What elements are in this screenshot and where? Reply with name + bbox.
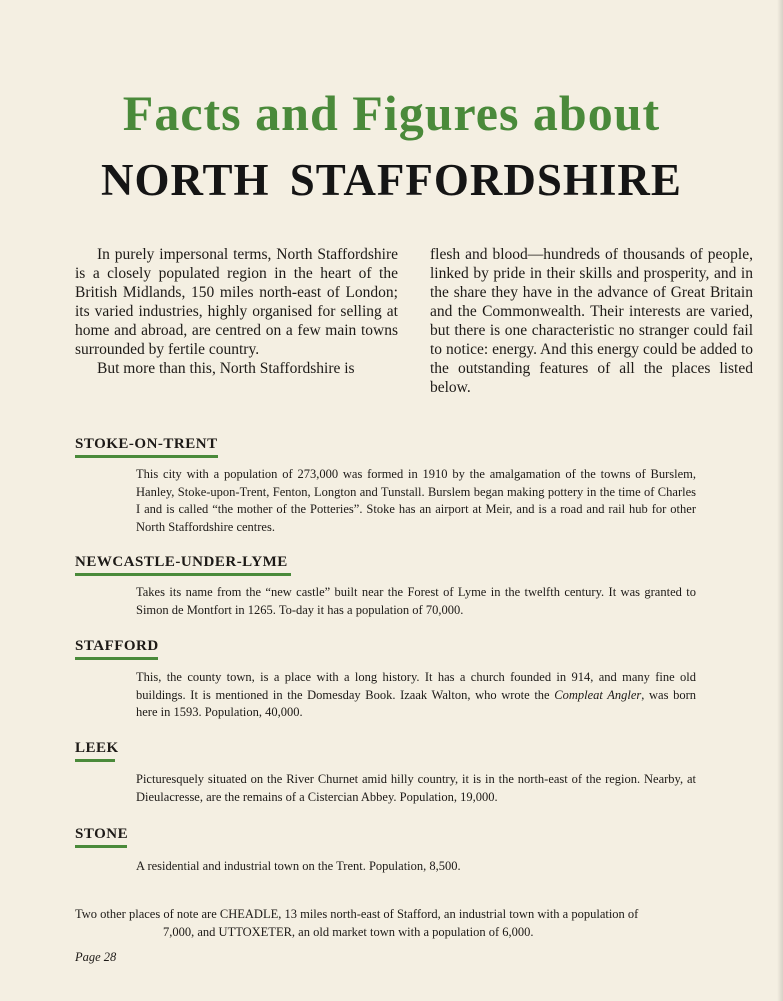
title-line-1: Facts and Figures about — [122, 85, 661, 141]
section-underline — [75, 657, 158, 660]
section-heading-newcastle-under-lyme: NEWCASTLE-UNDER-LYME — [75, 554, 288, 570]
section-body-stoke-on-trent: This city with a population of 273,000 was formed in 1910 by the amalgamation of the towns of Burslem, Hanley, Stoke-upon-Trent, Fenton, Longton and Tunstall. Burslem began making pottery in the time of Charles I and is called “the mother of the Potteries”. Stoke has an airport at Meir, and is a road and rail hub for other North Staffordshire centres. — [136, 467, 696, 534]
footer-note — [75, 905, 695, 941]
section-heading-stafford: STAFFORD — [75, 638, 159, 654]
section-heading-stoke-on-trent: STOKE-ON-TRENT — [75, 436, 218, 452]
section-underline — [75, 455, 218, 458]
book-title: Compleat Angler — [554, 687, 642, 702]
section-underline — [75, 759, 115, 762]
intro-right-column — [430, 245, 753, 397]
footer-note-line-1: Two other places of note are CHEADLE, 13 miles north-east of Stafford, an industrial town with a population of — [75, 907, 639, 921]
section-body-newcastle-under-lyme: Takes its name from the “new castle” built near the Forest of Lyme in the twelfth century. It was granted to Simon de Montfort in 1265. To-day it has a population of 70,000. — [136, 585, 696, 617]
intro-paragraph-continued: flesh and blood—hundreds of thousands of people, linked by pride in their skills and prosperity, and in the share they have in the advance of Great Britain and the Commonwealth. Their interests are varied, but there is one characteristic no stranger could fail to notice: energy. And this energy could be added to the outstanding features of all the places listed below. — [430, 246, 753, 396]
intro-paragraph-2: But more than this, North Staffordshire is — [97, 360, 355, 377]
footer-note-line-2: 7,000, and UTTOXETER, an old market town with a population of 6,000. — [163, 925, 534, 939]
section-heading-leek: LEEK — [75, 740, 119, 756]
section-heading-stone: STONE — [75, 826, 129, 842]
intro-paragraph-1: In purely impersonal terms, North Staffordshire is a closely populated region in the heart of the British Midlands, 150 miles north-east of London; its varied industries, highly organised for selling at home and abroad, are centred on a few main towns surrounded by fertile country. — [75, 246, 398, 358]
section-body-leek: Picturesquely situated on the River Churnet amid hilly country, it is in the north-east of the region. Nearby, at Dieulacresse, are the remains of a Cistercian Abbey. Population, 19,000. — [136, 772, 696, 804]
page-number: Page 28 — [75, 950, 117, 964]
intro-left-column — [75, 245, 398, 378]
section-underline — [75, 845, 127, 848]
section-underline — [75, 573, 291, 576]
title-line-2: NORTH STAFFORDSHIRE — [101, 155, 682, 205]
section-body-stone: A residential and industrial town on the Trent. Population, 8,500. — [136, 859, 461, 873]
section-body-stafford: This, the county town, is a place with a long history. It has a church founded in 914, and many fine old buildings. It is mentioned in the Domesday Book. Izaak Walton, who wrote the Compleat Angler, was born here in 1593. Population, 40,000. — [136, 670, 696, 719]
